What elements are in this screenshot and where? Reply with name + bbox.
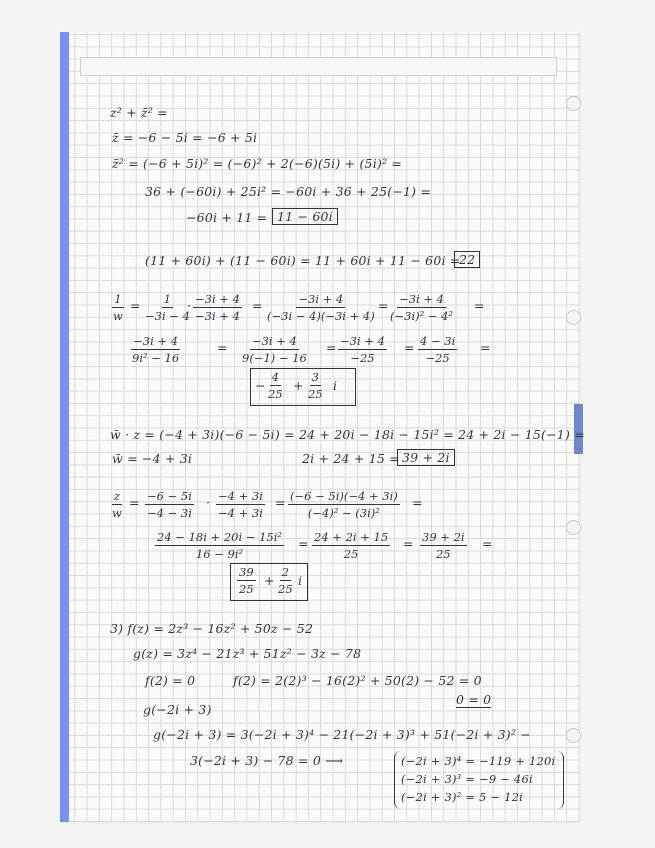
fraction-answer: $\frac{2}{25}$ [278,565,293,596]
line-z2-plus-zbar2: z² + z̄² = [110,105,168,120]
line-wbar-times-z: w̄ · z = (−4 + 3i)(−6 − 5i) = 24 + 20i − 18i − 15i² = 24 + 2i − 15(−1) = [110,427,585,442]
equals-sign: = [298,536,309,551]
fraction-step: $\frac{-3i + 4}{\text{(−3i)² − 4²}}$ [390,292,454,323]
fraction-step: $\frac{24 + 2i + 15}{25}$ [314,530,389,561]
punch-hole [566,520,581,535]
equals-sign: = [482,536,493,551]
plus-sign: + [293,378,304,393]
equals-sign: = [378,298,389,313]
fraction-answer: $\frac{39}{25}$ [239,565,254,596]
imaginary-unit: i [298,573,302,588]
fraction-step: $\frac{-6 - 5i}{-4 - 3i}$ [147,489,192,520]
line-g-expansion-end: 3(−2i + 3) − 78 = 0 ⟶ [190,753,344,768]
boxed-result-wbar-z: 39 + 2i [397,449,455,466]
fraction-answer: $\frac{3}{25}$ [308,370,323,401]
equals-sign: = [326,340,337,355]
line-zero-equals-zero: 0 = 0 [456,692,492,707]
boxed-result-sum: 22 [454,251,480,268]
fraction-step: $\frac{-4 + 3i}{-4 + 3i}$ [218,489,263,520]
line-g-expansion: g(−2i + 3) = 3(−2i + 3)⁴ − 21(−2i + 3)³ + 51(−2i + 3)² − [153,727,531,742]
header-box [80,57,557,76]
note-power-4: (−2i + 3)⁴ = −119 + 120i [401,754,556,768]
equals-sign: = [403,536,414,551]
line-sum: (11 + 60i) + (11 − 60i) = 11 + 60i + 11 − 60i = [145,253,461,268]
imaginary-unit: i [333,378,337,393]
line-wbar: w̄ = −4 + 3i [112,451,193,466]
punch-hole [566,96,581,111]
line-zbar: z̄ = −6 − 5i = −6 + 5i [112,130,258,145]
equals-sign: = [252,298,263,313]
fraction-answer: $\frac{4}{25}$ [268,370,283,401]
line-zbar-squared: z̄² = (−6 + 5i)² = (−6)² + 2(−6)(5i) + (5i)² = [112,156,403,171]
equals-sign: = [217,340,228,355]
equals-sign: = [130,298,141,313]
equals-sign: = [129,495,140,510]
equals-sign: = [474,298,485,313]
fraction-step: $\frac{-3i + 4}{9(-1) - 16}$ [242,334,307,365]
fraction-step: $\frac{-3i + 4}{(-3i - 4)(-3i + 4)}$ [267,292,375,323]
fraction-1-over-w: $\frac{1}{w}$ [113,292,123,323]
minus-sign: − [255,378,266,393]
fraction-step: $\frac{-3i + 4}{\text{9i² − 16}}$ [132,334,180,365]
line-f2-check: f(2) = 2(2)³ − 16(2)² + 50(2) − 52 = 0 [233,673,482,688]
line-g-at-root: g(−2i + 3) [143,702,212,717]
line-problem-3-f: 3) f(z) = 2z³ − 16z² + 50z − 52 [110,621,314,636]
left-bracket [394,751,401,809]
line-f2-claim: f(2) = 0 [145,673,196,688]
line-g-definition: g(z) = 3z⁴ − 21z³ + 51z² − 3z − 78 [133,646,362,661]
fraction-z-over-w: $\frac{z}{w}$ [112,489,122,520]
dot-sign: · [187,298,191,313]
boxed-result-zbar2: 11 − 60i [272,208,338,225]
equals-sign: = [480,340,491,355]
note-power-2: (−2i + 3)² = 5 − 12i [401,790,523,804]
fraction-step: $\frac{-3i + 4}{-25}$ [340,334,385,365]
margin-bar [60,32,69,822]
plus-sign: + [264,573,275,588]
note-power-3: (−2i + 3)³ = −9 − 46i [401,772,533,786]
punch-hole [566,728,581,743]
fraction-step: $\frac{\text{24 − 18i + 20i − 15i²}}{\text{16 − 9i²}}$ [157,530,283,561]
punch-hole [566,310,581,325]
dot-sign: · [206,495,210,510]
fraction-step: $\frac{1}{-3i - 4}$ [145,292,190,323]
equals-sign: = [404,340,415,355]
equals-sign: = [275,495,286,510]
fraction-step: $\frac{39 + 2i}{25}$ [422,530,465,561]
fraction-step: $\frac{-3i + 4}{-3i + 4}$ [195,292,240,323]
line-expansion: 36 + (−60i) + 25i² = −60i + 36 + 25(−1) = [145,184,432,199]
fraction-step: $\frac{(-6 - 5i)(-4 + 3i)}{\text{(−4)² − (3i)²}}$ [290,489,398,520]
line-wbar-z-step: 2i + 24 + 15 = [302,451,400,466]
right-bracket [557,751,564,809]
line-result-step: −60i + 11 = [186,210,268,225]
fraction-step: $\frac{4 - 3i}{-25}$ [420,334,456,365]
equals-sign: = [412,495,423,510]
